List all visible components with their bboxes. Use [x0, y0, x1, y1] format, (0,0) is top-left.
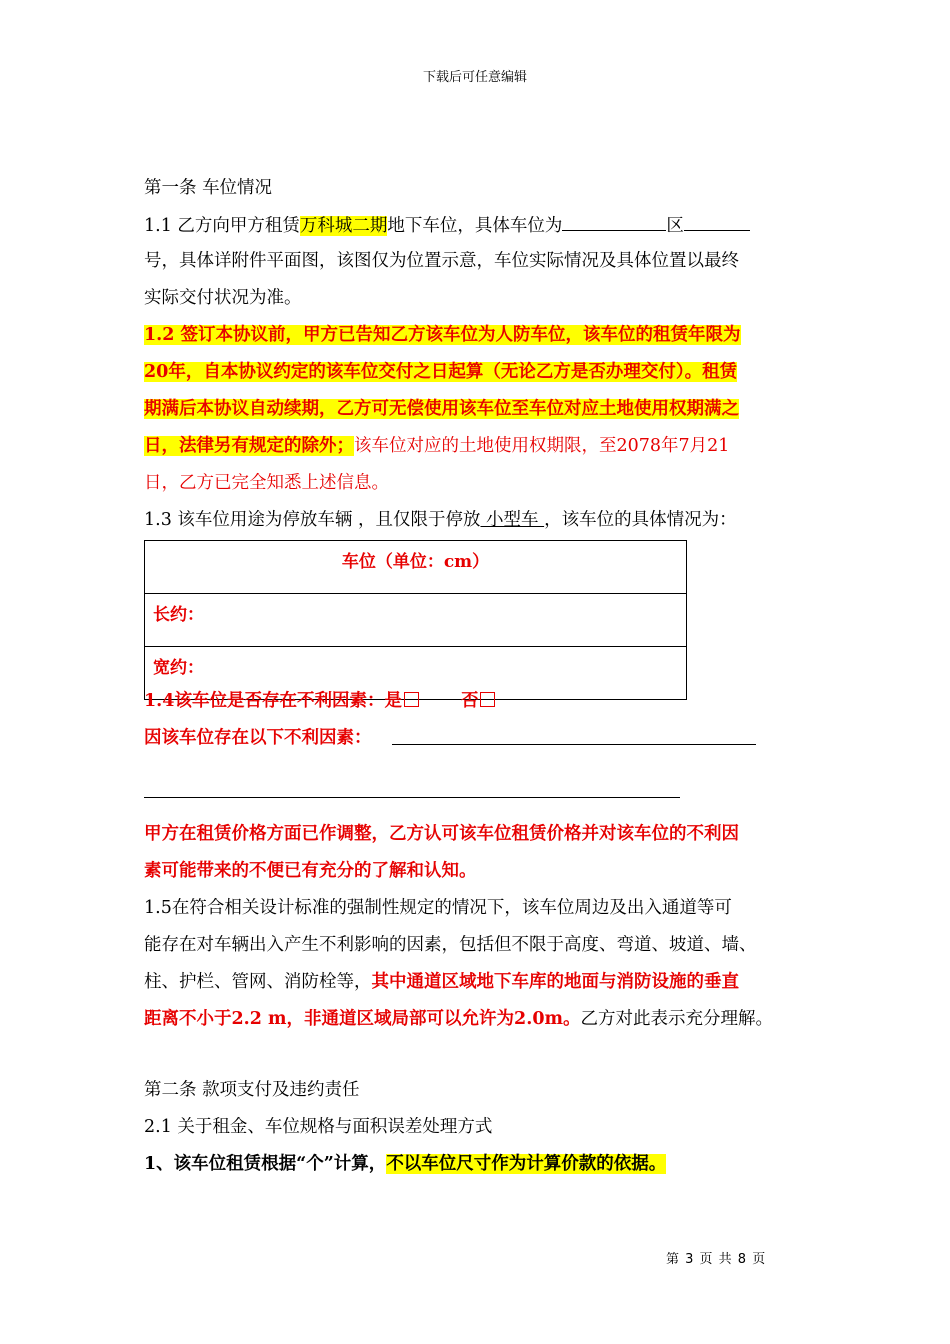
clause-2-1-item-1-text-b: 不以车位尺寸作为计算价款的依据。	[386, 1154, 667, 1174]
page-footer: 第 3 页 共 8 页	[666, 1252, 767, 1267]
clause-1-2-text-4-highlight: 日，法律另有规定的除外；	[144, 436, 354, 456]
clause-1-2-line-3	[144, 397, 814, 421]
clause-1-2-line-2	[144, 360, 814, 384]
clause-1-1-line-2: 号，具体详附件平面图，该图仅为位置示意，车位实际情况及具体位置以最终	[144, 251, 739, 271]
clause-1-2-text-1: 1.2 签订本协议前，甲方已告知乙方该车位为人防车位，该车位的租赁年限为	[144, 325, 741, 345]
clause-1-4-line-2: 因该车位存在以下不利因素：	[144, 728, 372, 748]
clause-1-1-text-a: 1.1 乙方向甲方租赁	[144, 216, 300, 236]
section-1-title: 第一条 车位情况	[144, 178, 273, 198]
zone-blank	[562, 212, 666, 231]
no-checkbox[interactable]	[480, 692, 495, 707]
clause-1-5-text-3b: 其中通道区域地下车库的地面与消防设施的垂直	[371, 972, 739, 992]
clause-1-2-line-1	[144, 323, 814, 347]
page-header: 下载后可任意编辑	[422, 70, 527, 85]
clause-1-4-question: 1.4该车位是否存在不利因素：是	[144, 691, 402, 711]
clause-1-2-text-4-rest: 该车位对应的土地使用权期限，至2078年7月21	[354, 436, 730, 456]
clause-1-5-line-3	[144, 970, 814, 994]
clause-1-1-text-c: 区	[666, 216, 684, 236]
factor-blank-line-2	[144, 797, 680, 798]
table-row-width: 宽约：	[145, 647, 687, 700]
clause-1-5-line-1: 1.5在符合相关设计标准的强制性规定的情况下，该车位周边及出入通道等可	[144, 898, 732, 918]
clause-1-5-text-4-rest: 乙方对此表示充分理解。	[580, 1009, 774, 1029]
clause-1-5-line-2: 能存在对车辆出入产生不利影响的因素，包括但不限于高度、弯道、坡道、墙、	[144, 935, 757, 955]
clause-1-4-note-line-2: 素可能带来的不便已有充分的了解和认知。	[144, 861, 477, 881]
clause-1-5-text-3a: 柱、护栏、管网、消防栓等，	[144, 972, 372, 992]
clause-1-1-line-3: 实际交付状况为准。	[144, 288, 302, 308]
number-blank	[684, 212, 750, 231]
vehicle-type: 小型车	[480, 510, 545, 530]
clause-1-5-line-4	[144, 1007, 814, 1031]
yes-checkbox[interactable]	[404, 692, 419, 707]
clause-1-1-text-b: 地下车位，具体车位为	[387, 216, 563, 236]
clause-1-4-line-1	[144, 689, 814, 713]
clause-1-2-text-3: 期满后本协议自动续期，乙方可无偿使用该车位至车位对应土地使用权期满之	[144, 399, 739, 419]
table-row-length: 长约：	[145, 594, 687, 647]
clause-1-5-text-4-red: 距离不小于2.2 m，非通道区域局部可以允许为2.0m。	[144, 1009, 581, 1029]
clause-1-3-line	[144, 508, 814, 532]
table-header: 车位（单位：cm）	[145, 541, 687, 594]
clause-1-3-text-b: ，该车位的具体情况为：	[544, 510, 737, 530]
project-name: 万科城二期	[299, 216, 388, 236]
clause-1-3-text-a: 1.3 该车位用途为停放车辆 ，且仅限于停放	[144, 510, 481, 530]
clause-1-2-line-4	[144, 434, 814, 458]
clause-1-1-line-1	[144, 212, 814, 238]
factor-blank-line-1	[392, 744, 756, 745]
clause-1-4-note-line-1: 甲方在租赁价格方面已作调整，乙方认可该车位租赁价格并对该车位的不利因	[144, 824, 739, 844]
clause-2-1: 2.1 关于租金、车位规格与面积误差处理方式	[144, 1117, 493, 1137]
clause-1-2-text-2: 20年，自本协议约定的该车位交付之日起算（无论乙方是否办理交付）。租赁	[144, 362, 738, 382]
no-label: 否	[460, 691, 479, 711]
parking-space-table	[144, 540, 687, 700]
clause-2-1-item-1-text-a: 1、该车位租赁根据“个”计算，	[144, 1154, 387, 1174]
clause-2-1-item-1	[144, 1152, 814, 1176]
clause-1-2-line-5: 日，乙方已完全知悉上述信息。	[144, 473, 389, 493]
section-2-title: 第二条 款项支付及违约责任	[144, 1080, 360, 1100]
